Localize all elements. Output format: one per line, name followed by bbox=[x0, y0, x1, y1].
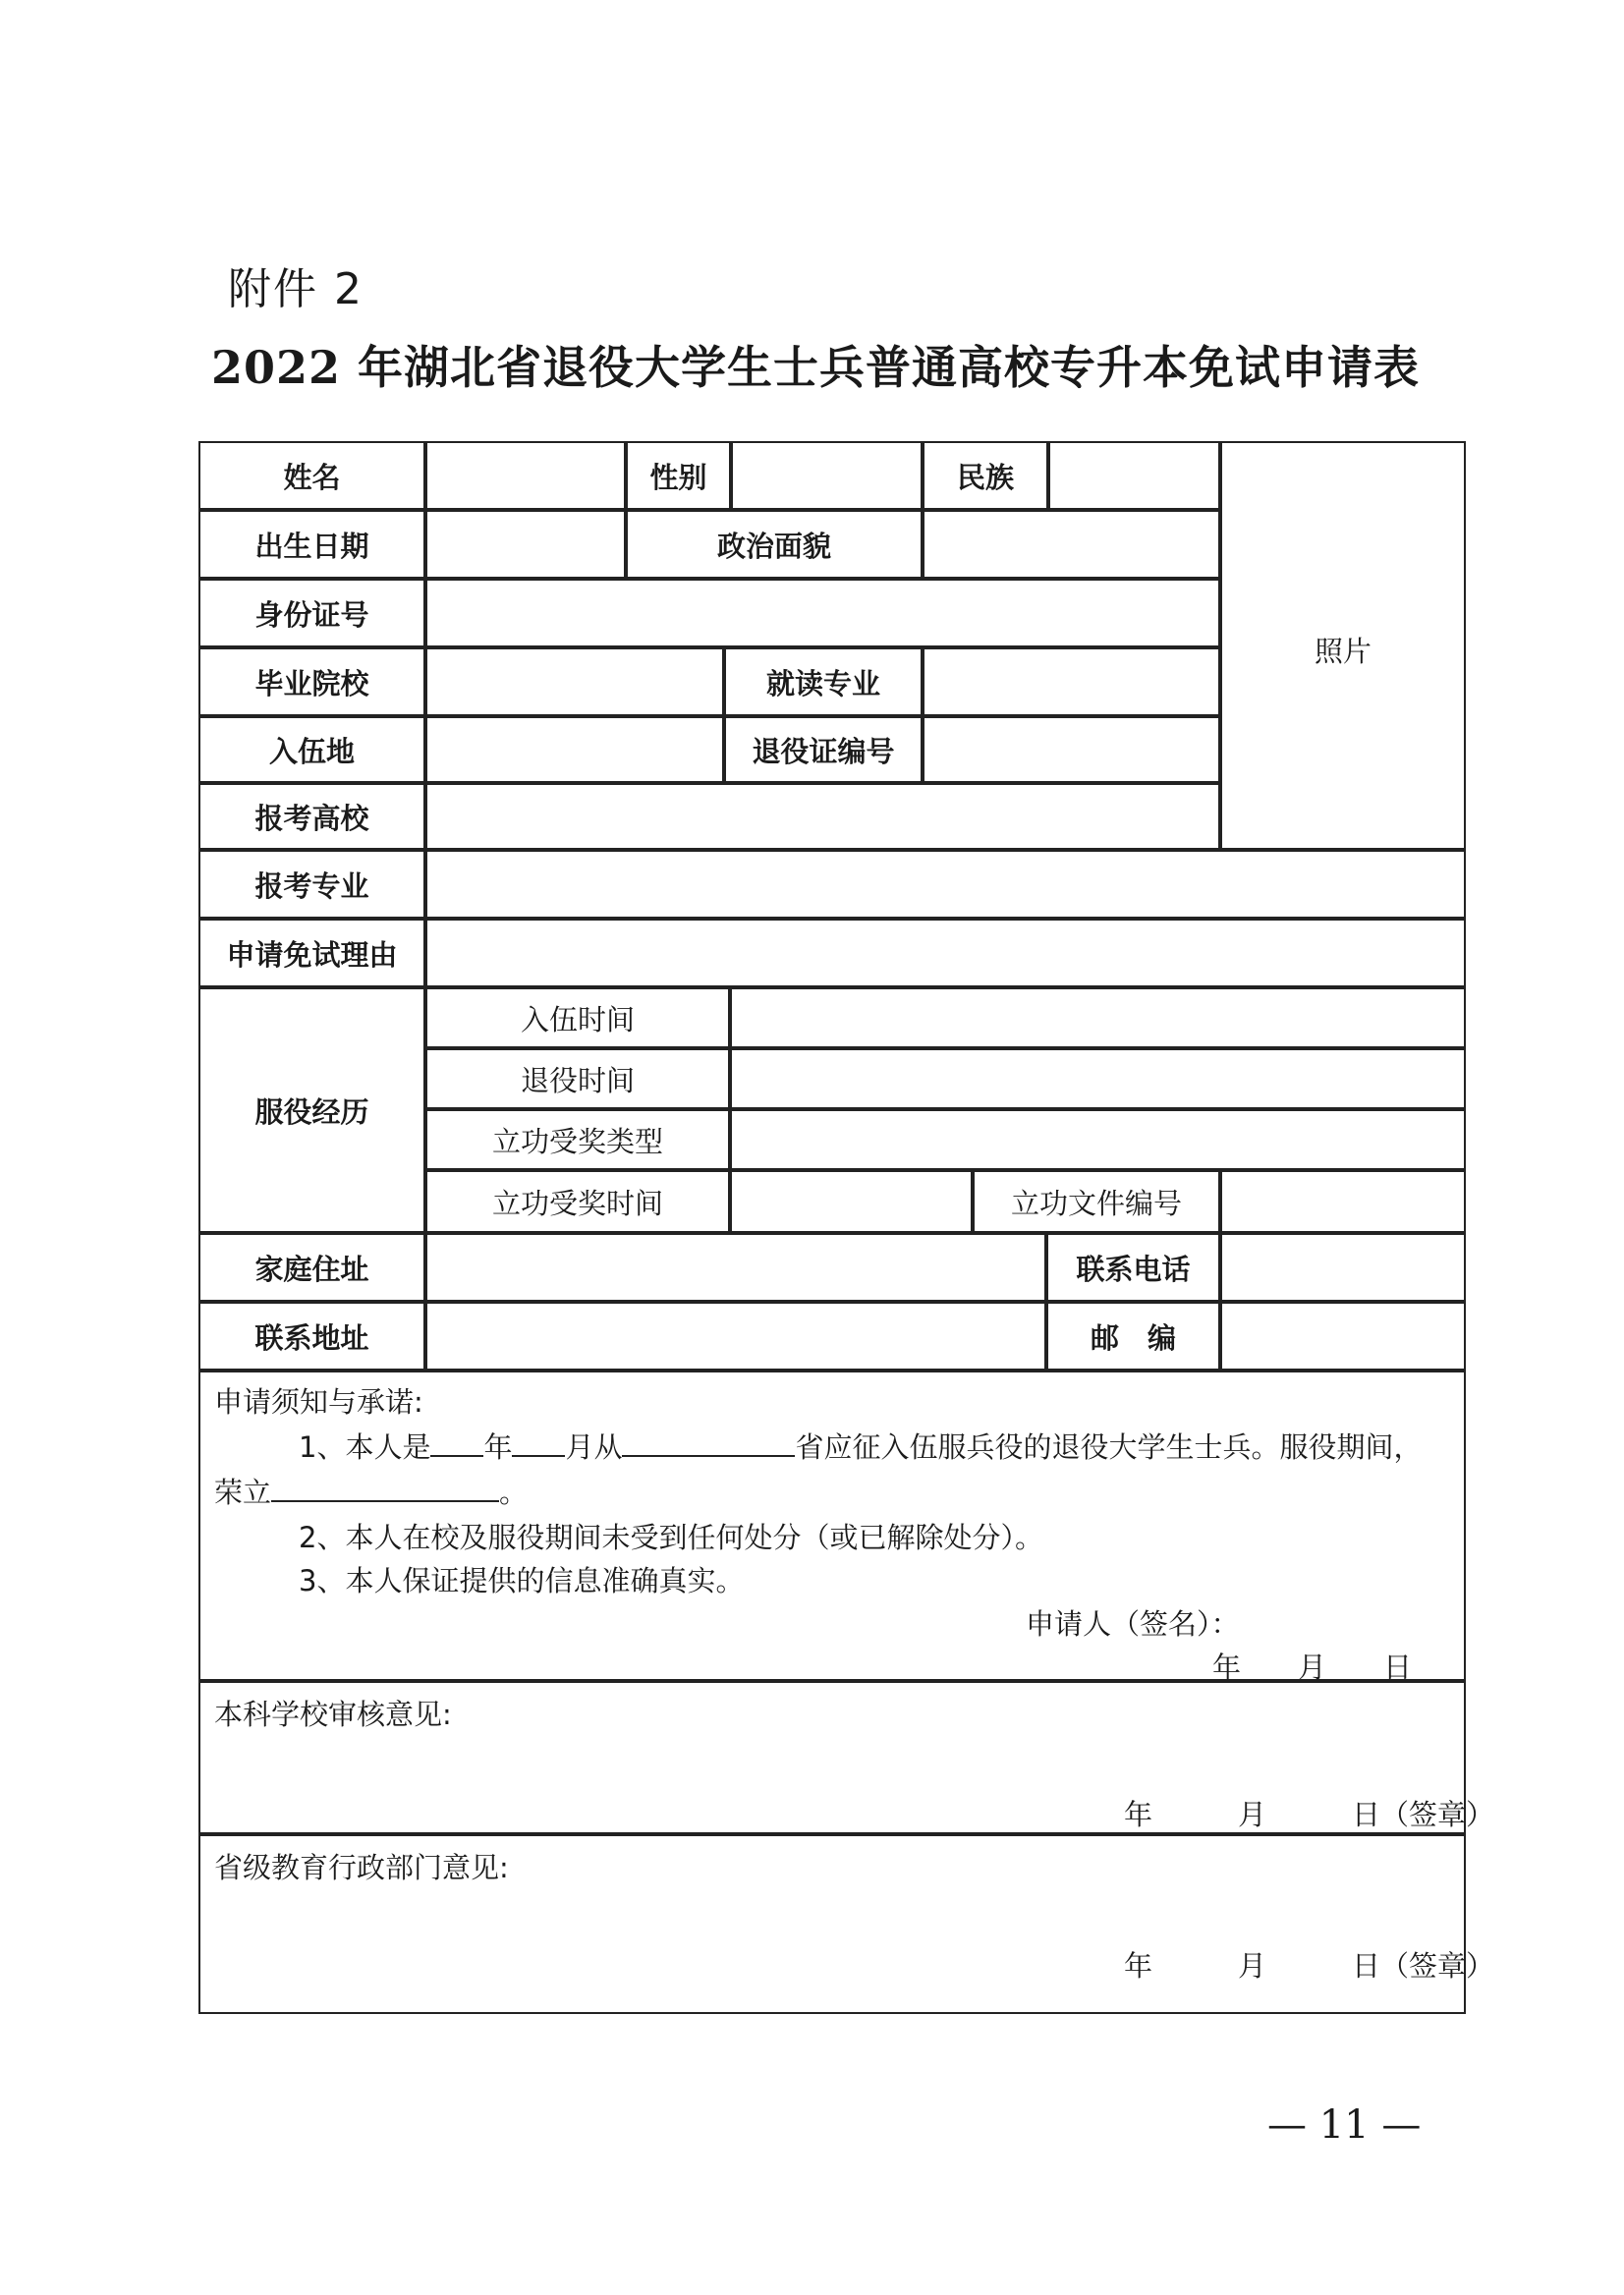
award-type-field[interactable] bbox=[730, 1109, 1466, 1170]
label-enlist-time: 入伍时间 bbox=[425, 987, 730, 1048]
enlist-time-field[interactable] bbox=[730, 987, 1466, 1048]
ethnicity-field[interactable] bbox=[1048, 441, 1220, 510]
university-review-date: 年 月 日（签章） bbox=[1124, 1798, 1495, 1831]
form-title: 2022 年湖北省退役大学生士兵普通高校专升本免试申请表 bbox=[210, 341, 1421, 394]
year-blank[interactable] bbox=[430, 1429, 483, 1457]
pledge-l2-a: 荣立 bbox=[214, 1476, 272, 1509]
label-award-doc-no: 立功文件编号 bbox=[973, 1170, 1220, 1233]
university-review-label: 本科学校审核意见: bbox=[214, 1698, 452, 1731]
phone-field[interactable] bbox=[1220, 1233, 1466, 1302]
major-field[interactable] bbox=[923, 647, 1220, 716]
label-home-address: 家庭住址 bbox=[198, 1233, 425, 1302]
pledge-item-1-cont bbox=[214, 1471, 528, 1511]
discharge-cert-no-field[interactable] bbox=[923, 716, 1220, 783]
pledge-section bbox=[198, 1371, 1466, 1684]
applied-school-field[interactable] bbox=[425, 783, 1220, 850]
page-number: — 11 — bbox=[1267, 2102, 1422, 2148]
pledge-l1-d: 省应征入伍服兵役的退役大学生士兵。服役期间， bbox=[795, 1430, 1423, 1464]
name-field[interactable] bbox=[425, 441, 626, 510]
pledge-heading: 申请须知与承诺: bbox=[214, 1385, 423, 1419]
pledge-l1-c: 月从 bbox=[565, 1430, 623, 1464]
exemption-reason-field[interactable] bbox=[425, 919, 1466, 987]
province-review-date: 年 月 日（签章） bbox=[1124, 1949, 1495, 1983]
label-postcode: 邮 编 bbox=[1046, 1302, 1220, 1371]
political-status-field[interactable] bbox=[923, 510, 1220, 579]
label-phone: 联系电话 bbox=[1046, 1233, 1220, 1302]
province-review-label: 省级教育行政部门意见: bbox=[214, 1851, 509, 1884]
pledge-l1-a: 1、本人是 bbox=[299, 1430, 431, 1464]
pledge-item-3: 3、本人保证提供的信息准确真实。 bbox=[299, 1564, 745, 1597]
label-birth-date: 出生日期 bbox=[198, 510, 425, 579]
award-blank[interactable] bbox=[271, 1475, 499, 1502]
province-review-section bbox=[198, 1834, 1495, 2014]
award-time-field[interactable] bbox=[730, 1170, 973, 1233]
applied-major-field[interactable] bbox=[425, 850, 1466, 919]
discharge-time-field[interactable] bbox=[730, 1048, 1466, 1109]
mail-address-field[interactable] bbox=[425, 1302, 1046, 1371]
label-name: 姓名 bbox=[198, 441, 425, 510]
label-graduated-school: 毕业院校 bbox=[198, 647, 425, 716]
label-photo: 照片 bbox=[1314, 635, 1372, 668]
university-review-section bbox=[198, 1681, 1495, 1834]
label-applied-school: 报考高校 bbox=[198, 783, 425, 850]
label-political-status: 政治面貌 bbox=[626, 510, 923, 579]
label-mail-address: 联系地址 bbox=[198, 1302, 425, 1371]
label-ethnicity: 民族 bbox=[923, 441, 1048, 510]
label-award-type: 立功受奖类型 bbox=[425, 1109, 730, 1170]
home-address-field[interactable] bbox=[425, 1233, 1046, 1302]
gender-field[interactable] bbox=[731, 441, 923, 510]
month-blank[interactable] bbox=[512, 1429, 565, 1457]
pledge-item-1 bbox=[299, 1426, 1423, 1466]
award-doc-no-field[interactable] bbox=[1220, 1170, 1466, 1233]
label-exemption-reason: 申请免试理由 bbox=[198, 919, 425, 987]
label-discharge-time: 退役时间 bbox=[425, 1048, 730, 1109]
province-blank[interactable] bbox=[622, 1429, 795, 1457]
attachment-label: 附件 2 bbox=[228, 264, 364, 314]
pledge-item-2: 2、本人在校及服役期间未受到任何处分（或已解除处分）。 bbox=[299, 1521, 1043, 1554]
label-enlistment-place: 入伍地 bbox=[198, 716, 425, 783]
applicant-signature-label: 申请人（签名）： bbox=[1026, 1607, 1240, 1641]
graduated-school-field[interactable] bbox=[425, 647, 724, 716]
photo-box[interactable] bbox=[1220, 441, 1466, 850]
pledge-date: 年 月 日 bbox=[1212, 1651, 1413, 1684]
label-discharge-cert-no: 退役证编号 bbox=[724, 716, 923, 783]
birth-date-field[interactable] bbox=[425, 510, 626, 579]
label-service-history: 服役经历 bbox=[198, 987, 425, 1233]
label-major: 就读专业 bbox=[724, 647, 923, 716]
label-applied-major: 报考专业 bbox=[198, 850, 425, 919]
enlistment-place-field[interactable] bbox=[425, 716, 724, 783]
postcode-field[interactable] bbox=[1220, 1302, 1466, 1371]
pledge-l2-b: 。 bbox=[499, 1476, 529, 1509]
label-award-time: 立功受奖时间 bbox=[425, 1170, 730, 1233]
label-id-number: 身份证号 bbox=[198, 579, 425, 647]
id-number-field[interactable] bbox=[425, 579, 1220, 647]
pledge-l1-b: 年 bbox=[483, 1430, 513, 1464]
application-form bbox=[199, 442, 1495, 2015]
label-gender: 性别 bbox=[626, 441, 731, 510]
